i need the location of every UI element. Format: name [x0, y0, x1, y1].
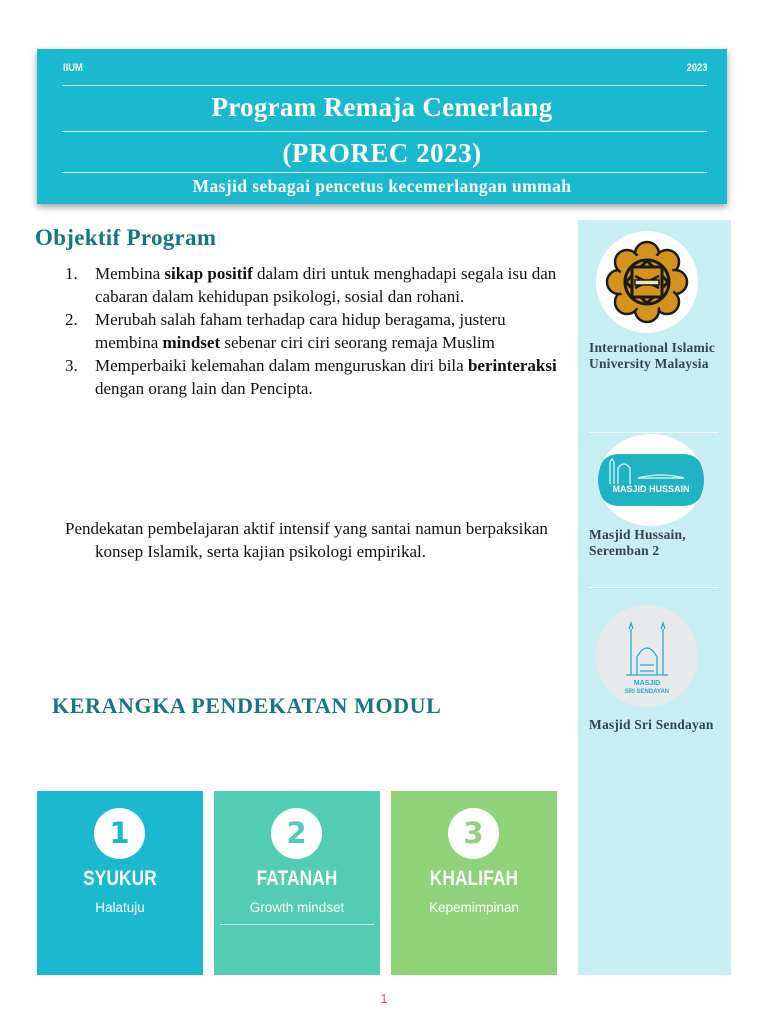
partners-sidebar — [578, 220, 731, 975]
objective-number: 2. — [65, 310, 78, 329]
framework-heading: KERANGKA PENDEKATAN MODUL — [52, 693, 442, 718]
header-banner — [37, 49, 727, 204]
objective-item — [65, 308, 565, 354]
partner-name: Masjid Sri Sendayan — [589, 717, 714, 732]
year-label: 2023 — [686, 62, 707, 74]
iium-logo — [596, 231, 698, 333]
objective-keyword: berinteraksi — [467, 356, 557, 375]
objective-item — [65, 354, 565, 400]
objectives-list — [65, 262, 565, 400]
page-subtitle: (PROREC 2023) — [282, 138, 482, 168]
objective-text: Memperbaiki kelemahan dalam menguruskan diri bila — [95, 356, 468, 375]
objective-keyword: mindset — [162, 333, 221, 352]
objective-number: 1. — [65, 264, 78, 283]
objective-item — [65, 262, 565, 308]
module-name: FATANAH — [256, 867, 338, 890]
module-number: 2 — [271, 808, 322, 859]
mosque-icon — [598, 434, 704, 526]
logo-text: MASJID HUSSAIN — [612, 484, 690, 494]
module-card-syukur — [37, 791, 203, 975]
mosque-icon — [596, 605, 698, 707]
module-card-khalifah — [391, 791, 557, 975]
logo-text: SRI SENDAYAN — [624, 689, 670, 695]
module-number: 1 — [94, 808, 145, 859]
partner-name: International Islamic University Malaysia — [589, 340, 716, 371]
divider — [62, 85, 707, 86]
masjid-hussain-logo — [598, 434, 704, 526]
module-desc: Growth mindset — [249, 900, 345, 915]
module-name: KHALIFAH — [429, 867, 519, 890]
masjid-sri-sendayan-logo — [596, 605, 698, 707]
divider — [62, 172, 707, 173]
page-number: 1 — [380, 991, 388, 1006]
objective-text: dalam diri untuk menghadapi segala isu dan cabaran dalam kehidupan psikologi, sosial dan rohani. — [95, 264, 557, 306]
objective-text: Merubah salah faham terhadap cara hidup beragama, justeru membina — [95, 310, 506, 352]
logo-text: MASJID — [633, 680, 661, 687]
objective-text: dengan orang lain dan Pencipta. — [95, 379, 313, 398]
objective-text: sebenar ciri ciri seorang remaja Muslim — [220, 333, 495, 352]
objective-number: 3. — [65, 356, 78, 375]
module-name: SYUKUR — [83, 867, 157, 890]
tagline: Masjid sebagai pencetus kecemerlangan ummah — [192, 176, 572, 196]
module-desc: Kepemimpinan — [428, 900, 520, 915]
org-label: IIUM — [63, 62, 83, 74]
module-desc: Halatuju — [95, 900, 145, 915]
objective-keyword: sikap positif — [164, 264, 253, 283]
objective-text: Membina — [95, 264, 165, 283]
page-title: Program Remaja Cemerlang — [211, 92, 553, 122]
iium-emblem-icon — [596, 231, 698, 333]
approach-paragraph: Pendekatan pembelajaran aktif intensif yang santai namun berpaksikan konsep Islamik, serta kajian psikologi empirikal. — [65, 519, 548, 561]
module-card-fatanah — [214, 791, 380, 975]
objectives-heading: Objektif Program — [35, 225, 217, 250]
divider — [589, 432, 719, 433]
module-number: 3 — [448, 808, 499, 859]
divider — [62, 131, 707, 132]
divider — [220, 924, 374, 925]
partner-name: Masjid Hussain, Seremban 2 — [589, 527, 686, 558]
divider — [589, 587, 719, 588]
